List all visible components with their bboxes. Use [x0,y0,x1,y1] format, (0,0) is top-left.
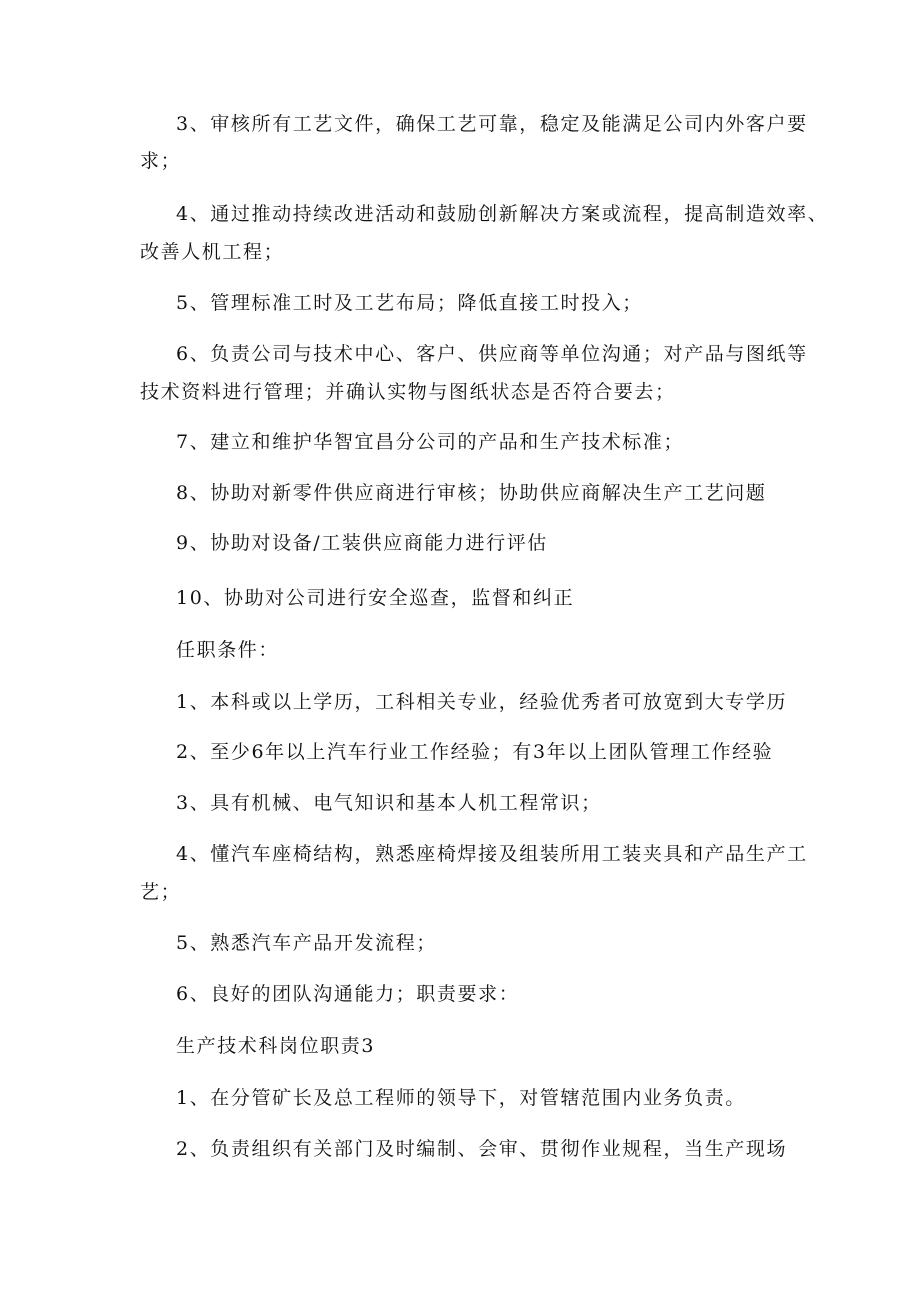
duty-2-line-1: 2、负责组织有关部门及时编制、会审、贯彻作业规程，当生产现场 [176,1138,788,1160]
paragraph-4-line-2: 改善人机工程； [140,241,285,263]
requirement-3: 3、具有机械、电气知识和基本人机工程常识； [176,792,602,814]
requirement-4-line-1: 4、懂汽车座椅结构，熟悉座椅焊接及组装所用工装夹具和产品生产工 [176,843,808,865]
requirement-2: 2、至少6年以上汽车行业工作经验；有3年以上团队管理工作经验 [176,741,774,763]
paragraph-10: 10、协助对公司进行安全巡查，监督和纠正 [176,587,575,609]
requirement-6: 6、良好的团队沟通能力；职责要求： [176,983,520,1005]
duty-1: 1、在分管矿长及总工程师的领导下，对管辖范围内业务负责。 [176,1087,746,1109]
requirement-5: 5、熟悉汽车产品开发流程； [176,932,437,954]
paragraph-3-line-1: 3、审核所有工艺文件，确保工艺可靠，稳定及能满足公司内外客户要 [176,113,808,135]
paragraph-6-line-2: 技术资料进行管理；并确认实物与图纸状态是否符合要去； [140,381,676,403]
paragraph-8: 8、协助对新零件供应商进行审核；协助供应商解决生产工艺问题 [176,482,767,504]
paragraph-9: 9、协助对设备/工装供应商能力进行评估 [176,532,548,554]
paragraph-3-line-2: 求； [140,150,182,172]
paragraph-5: 5、管理标准工时及工艺布局；降低直接工时投入； [176,292,643,314]
paragraph-6-line-1: 6、负责公司与技术中心、客户、供应商等单位沟通；对产品与图纸等 [176,343,808,365]
section-heading-duties-3: 生产技术科岗位职责3 [176,1035,376,1057]
paragraph-4-line-1: 4、通过推动持续改进活动和鼓励创新解决方案或流程，提高制造效率、 [176,203,829,225]
section-heading-requirements: 任职条件： [176,639,280,661]
requirement-4-line-2: 艺； [140,881,182,903]
requirement-1: 1、本科或以上学历，工科相关专业，经验优秀者可放宽到大专学历 [176,691,788,713]
paragraph-7: 7、建立和维护华智宜昌分公司的产品和生产技术标准； [176,431,685,453]
